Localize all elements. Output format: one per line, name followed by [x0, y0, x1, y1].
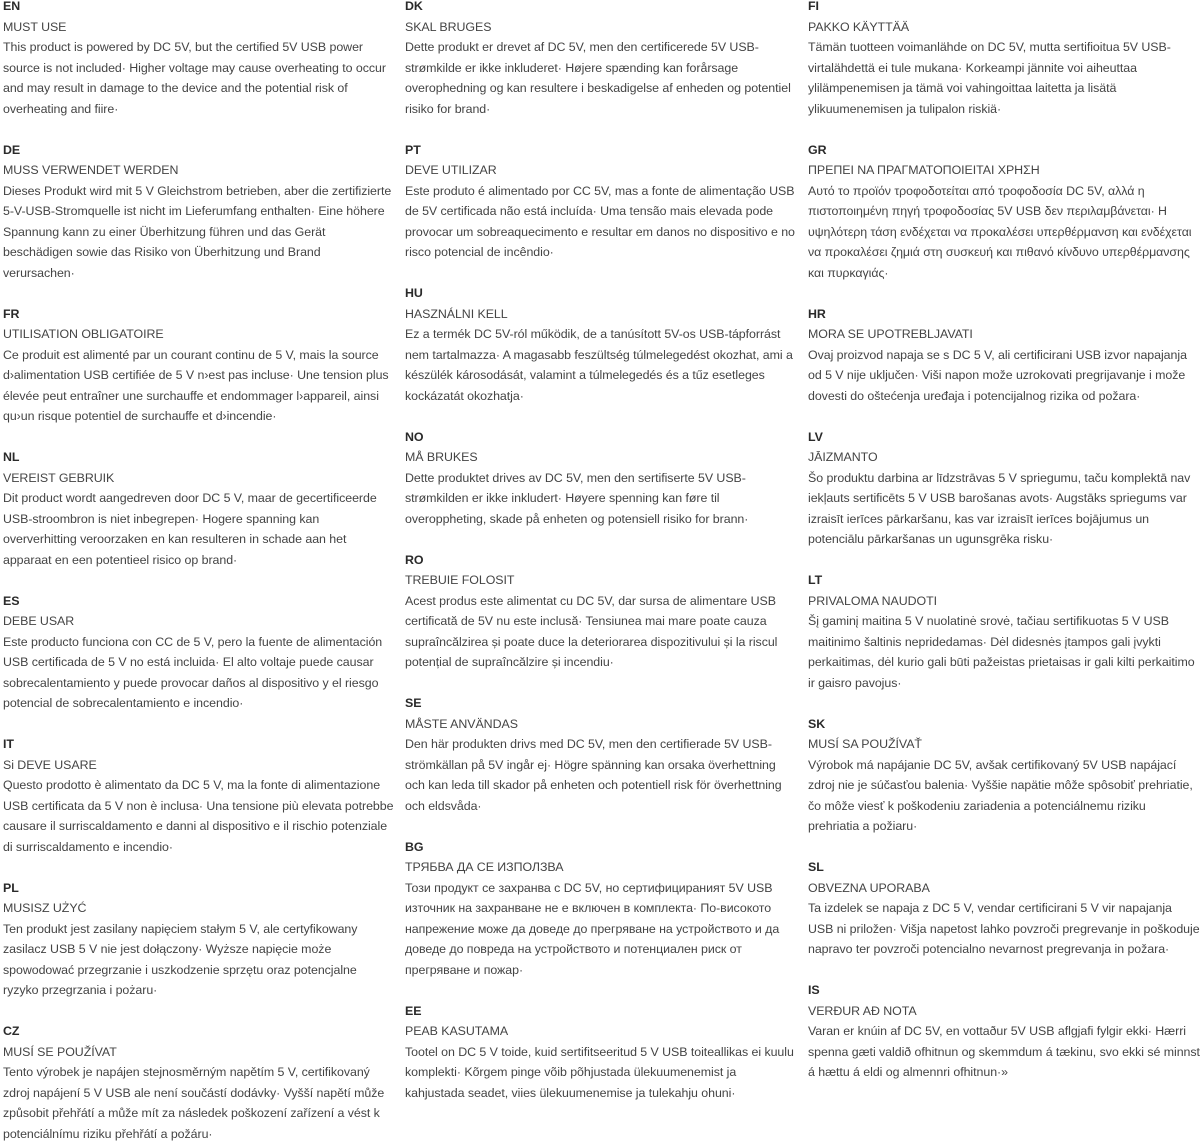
- warning-text: Dieses Produkt wird mit 5 V Gleichstrom betrieben, aber die zertifizierte 5-V-USB-Stromquelle ist nicht im Lieferumfang enthalten· Eine höhere Spannung kann zu einer Überhitzung führen und das Gerät beschädigen sowie das Risiko von Überhitzung und Brand verursachen·: [3, 183, 392, 280]
- warning-heading: DEBE USAR: [3, 614, 75, 628]
- language-block-se: [405, 693, 797, 837]
- block-spacer: [405, 673, 797, 694]
- warning-text: Acest produs este alimentat cu DC 5V, dar sursa de alimentare USB certificată de 5V nu este inclusă· Tensiunea mai mare poate cauza supraîncălzirea și poate duce la deteriorarea dispozitivului și la riscul potențial de supraîncălzire și incendiu·: [405, 593, 778, 669]
- column-middle: [405, 0, 797, 1103]
- language-code: ES: [3, 593, 20, 608]
- warning-heading: ΠΡΕΠΕΙ ΝΑ ΠΡΑΓΜΑΤΟΠΟΙΕΙΤΑΙ ΧΡΗΣΗ: [808, 163, 1040, 177]
- block-spacer: [808, 119, 1200, 140]
- language-code: RO: [405, 552, 424, 567]
- block-spacer: [808, 550, 1200, 571]
- block-spacer: [3, 857, 395, 878]
- warning-heading: MUSISZ UŻYĆ: [3, 901, 87, 915]
- warning-text: Den här produkten drivs med DC 5V, men den certifierade 5V USB-strömkällan på 5V ingår ej· Högre spänning kan orsaka överhettning och kan leda till skador på enheten och potentiell risk för överhettning och eldsvåda·: [405, 737, 782, 813]
- language-block-is: [808, 980, 1200, 1083]
- block-spacer: [3, 1001, 395, 1022]
- language-block-de: [3, 140, 395, 304]
- warning-text: Ta izdelek se napaja z DC 5 V, vendar certificirani 5 V vir napajanja USB ni priložen· Višja napetost lahko povzroči pregrevanje in poškoduje napravo ter povzroči potencialno nevarnost pregrevanja in požara·: [808, 901, 1200, 956]
- warning-text: Este produto é alimentado por CC 5V, mas a fonte de alimentação USB de 5V certificada não está incluída· Uma tensão mais elevada pode provocar um sobreaquecimento e resultar em danos no dispositivo e no risco potencial de incêndio·: [405, 183, 795, 259]
- warning-text: Αυτό το προϊόν τροφοδοτείται από τροφοδοσία DC 5V, αλλά η πιστοποιημένη πηγή τροφοδοσίας 5V USB δεν περιλαμβάνεται· Η υψηλότερη τάση ενδέχεται να προκαλέσει υπερθέρμανση και ενδέχεται να προκαλέσει ζημιά στη συσκευή και πιθανό κίνδυνο υπερθέρμανσης και πυρκαγιάς·: [808, 183, 1192, 280]
- language-block-hu: [405, 283, 797, 427]
- warning-heading: OBVEZNA UPORABA: [808, 880, 930, 895]
- language-block-pt: [405, 140, 797, 284]
- warning-text: Dette produkt er drevet af DC 5V, men den certificerede 5V USB-strømkilde er ikke inkluderet· Højere spænding kan forårsage overophedning og kan resultere i beskadigelse af enheden og potentiel risiko for brand·: [405, 40, 791, 116]
- warning-text: Ten produkt jest zasilany napięciem stałym 5 V, ale certyfikowany zasilacz USB 5 V nie jest dołączony· Wyższe napięcie może spowodować przegrzanie i uszkodzenie sprzętu oraz potencjalne ryzyko przegrzania i pożaru·: [3, 921, 358, 997]
- block-spacer: [808, 960, 1200, 981]
- language-code: EN: [3, 0, 21, 13]
- column-right: [808, 0, 1200, 1083]
- language-block-sk: [808, 714, 1200, 858]
- warning-heading: UTILISATION OBLIGATOIRE: [3, 327, 164, 341]
- warning-text: Tämän tuotteen voimanlähde on DC 5V, mutta sertifioitua 5V USB-virtalähdettä ei tule mukana· Korkeampi jännite voi aiheuttaa ylilämpenemisen ja tämä voi vahingoittaa laitetta ja lisätä ylikuumenemisen ja tulipalon riskiä·: [808, 40, 1171, 116]
- warning-heading: HASZNÁLNI KELL: [405, 306, 508, 321]
- language-block-fr: [3, 304, 395, 448]
- language-block-no: [405, 427, 797, 550]
- column-left: [3, 0, 395, 1144]
- language-block-sl: [808, 857, 1200, 980]
- warning-heading: MÅSTE ANVÄNDAS: [405, 716, 518, 731]
- warning-heading: MUSS VERWENDET WERDEN: [3, 163, 179, 177]
- language-code: FI: [808, 0, 819, 13]
- block-spacer: [808, 406, 1200, 427]
- warning-heading: VEREIST GEBRUIK: [3, 470, 115, 485]
- warning-heading: MUSÍ SE POUŽÍVAT: [3, 1044, 117, 1059]
- language-block-gr: [808, 140, 1200, 304]
- warning-heading: PEAB KASUTAMA: [405, 1024, 509, 1038]
- language-code: IS: [808, 983, 820, 997]
- language-block-cz: [3, 1021, 395, 1144]
- block-spacer: [405, 263, 797, 284]
- block-spacer: [405, 406, 797, 427]
- warning-text: Tootel on DC 5 V toide, kuid sertifitseeritud 5 V USB toiteallikas ei kuulu komplekti· Kõrgem pinge võib põhjustada ülekuumenemist ja kahjustada seadet, viies ülekuumenemise ja tulekahju ohuni·: [405, 1044, 794, 1100]
- language-block-pl: [3, 878, 395, 1022]
- language-block-en: [3, 0, 395, 140]
- language-block-fi: [808, 0, 1200, 140]
- block-spacer: [808, 693, 1200, 714]
- language-code: DE: [3, 142, 21, 157]
- block-spacer: [3, 570, 395, 591]
- warning-heading: MUST USE: [3, 19, 67, 34]
- language-block-it: [3, 734, 395, 878]
- language-block-ee: [405, 1001, 797, 1104]
- language-block-lt: [808, 570, 1200, 714]
- warning-text: Този продукт се захранва с DC 5V, но сертифицираният 5V USB източник на захранване не е включен в комплекта· По-високото напрежение може да доведе до прегряване на устройството и да доведе до повреда на устройството и потенциален риск от прегряване и пожар·: [405, 880, 780, 977]
- block-spacer: [808, 837, 1200, 858]
- warning-text: Dit product wordt aangedreven door DC 5 V, maar de gecertificeerde USB-stroombron is niet inbegrepen· Hogere spanning kan oververhitting veroorzaken en kan resulteren in schade aan het apparaat en een potentieel risico op brand·: [3, 491, 377, 567]
- block-spacer: [3, 119, 395, 140]
- block-spacer: [3, 714, 395, 735]
- language-block-nl: [3, 447, 395, 591]
- warning-heading: Si DEVE USARE: [3, 757, 97, 772]
- warning-heading: JĀIZMANTO: [808, 450, 878, 464]
- warning-heading: VERÐUR AÐ NOTA: [808, 1003, 917, 1018]
- language-block-es: [3, 591, 395, 735]
- language-code: HU: [405, 286, 423, 300]
- language-code: BG: [405, 839, 424, 854]
- block-spacer: [405, 980, 797, 1001]
- block-spacer: [3, 283, 395, 304]
- warning-text: Výrobok má napájanie DC 5V, avšak certifikovaný 5V USB napájací zdroj nie je súčasťou balenia· Vyššie napätie môže spôsobiť prehriatie, čo môže viesť k poškodeniu zariadenia a potenciálnemu riziku prehriatia a požiaru·: [808, 757, 1193, 833]
- warning-text: Questo prodotto è alimentato da DC 5 V, ma la fonte di alimentazione USB certificata da 5 V non è inclusa· Una tensione più elevata potrebbe causare il surriscaldamento e danni al dispositivo e il rischio potenziale di surriscaldamento e incendio·: [3, 778, 394, 854]
- warning-heading: MÅ BRUKES: [405, 450, 478, 464]
- warning-text: Šo produktu darbina ar līdzstrāvas 5 V spriegumu, taču komplektā nav iekļauts sertificēts 5 V USB barošanas avots· Augstāks spriegums var izraisīt ierīces pārkaršanu, kas var izraisīt ierīces bojājumus un potenciālu pārkaršanas un ugunsgrēka risku·: [808, 470, 1191, 546]
- warning-text: Ovaj proizvod napaja se s DC 5 V, ali certificirani USB izvor napajanja od 5 V nije uključen· Viši napon može uzrokovati pregrijavanje i može dovesti do oštećenja uređaja i potencijalnog rizika od požara·: [808, 347, 1187, 403]
- language-code: GR: [808, 142, 827, 157]
- language-code: PL: [3, 880, 19, 895]
- language-block-dk: [405, 0, 797, 140]
- language-code: LT: [808, 573, 823, 587]
- language-code: LV: [808, 429, 823, 444]
- language-block-ro: [405, 550, 797, 694]
- language-block-hr: [808, 304, 1200, 427]
- warning-heading: MUSÍ SA POUŽÍVAŤ: [808, 737, 922, 751]
- warning-text: This product is powered by DC 5V, but the certified 5V USB power source is not included· Higher voltage may cause overheating to occur and may result in damage to the device and the potential risk of overheating and fiire·: [3, 40, 386, 116]
- language-code: IT: [3, 737, 14, 751]
- language-code: DK: [405, 0, 423, 13]
- language-code: HR: [808, 306, 826, 321]
- language-code: FR: [3, 306, 20, 321]
- language-block-lv: [808, 427, 1200, 571]
- language-code: PT: [405, 142, 421, 157]
- warning-heading: PRIVALOMA NAUDOTI: [808, 593, 938, 608]
- warning-text: Ez a termék DC 5V-ról működik, de a tanúsított 5V-os USB-tápforrást nem tartalmazza· A magasabb feszültség túlmelegedést okozhat, ami a készülék károsodását, valamint a túlmelegedés és a tűz esetleges kockázatát okozhatja·: [405, 327, 793, 403]
- language-code: NO: [405, 429, 424, 444]
- warning-text: Dette produktet drives av DC 5V, men den sertifiserte 5V USB-strømkilden er ikke inkludert· Høyere spenning kan føre til overoppheting, skade på enheten og potensiell risiko for brann·: [405, 470, 749, 526]
- warning-heading: TREBUIE FOLOSIT: [405, 573, 515, 587]
- block-spacer: [405, 119, 797, 140]
- block-spacer: [3, 427, 395, 448]
- warning-text: Tento výrobek je napájen stejnosměrným napětím 5 V, certifikovaný zdroj napájení 5 V USB ale není součástí dodávky· Vyšší napětí může způsobit přehřátí a může mít za následek poškození zařízení a vést k potenciálnímu riziku přehřátí a požáru·: [3, 1065, 385, 1141]
- warning-heading: MORA SE UPOTREBLJAVATI: [808, 327, 973, 341]
- warning-text: Varan er knúin af DC 5V, en vottaður 5V USB aflgjafi fylgir ekki· Hærri spenna gæti valdið ofhitnun og skemmdum á tækinu, svo ekki sé minnst á hættu á eldi og almennri ofhitnun·»: [808, 1024, 1200, 1079]
- block-spacer: [405, 529, 797, 550]
- block-spacer: [808, 283, 1200, 304]
- block-spacer: [405, 816, 797, 837]
- warning-text: Šį gaminį maitina 5 V nuolatinė srovė, tačiau sertifikuotas 5 V USB maitinimo šaltinis nepridedamas· Dėl didesnės įtampos gali įvykti perkaitimas, dėl kurio gali būti pažeistas prietaisas ir gali kilti perkaitimo ir gaisro pavojus·: [808, 614, 1195, 690]
- language-code: SL: [808, 860, 824, 874]
- warning-heading: ТРЯБВА ДА СЕ ИЗПОЛЗВА: [405, 860, 564, 874]
- warning-text: Ce produit est alimenté par un courant continu de 5 V, mais la source d›alimentation USB certifiée de 5 V n›est pas incluse· Une tension plus élevée peut entraîner une surchauffe et endommager l›appareil, ainsi qu›un risque potentiel de surchauffe et d›incendie·: [3, 347, 389, 423]
- language-code: NL: [3, 450, 20, 464]
- warning-heading: PAKKO KÄYTTÄÄ: [808, 19, 910, 34]
- warning-heading: DEVE UTILIZAR: [405, 163, 497, 177]
- language-code: SE: [405, 696, 422, 710]
- warning-text: Este producto funciona con CC de 5 V, pero la fuente de alimentación USB certificada de 5 V no está incluida· El alto voltaje puede causar sobrecalentamiento y puede provocar daños al dispositivo y el riesgo potencial de sobrecalentamiento e incendio·: [3, 634, 383, 710]
- language-code: CZ: [3, 1024, 20, 1038]
- language-block-bg: [405, 837, 797, 1001]
- language-code: EE: [405, 1003, 422, 1018]
- warning-heading: SKAL BRUGES: [405, 19, 492, 34]
- language-code: SK: [808, 716, 826, 731]
